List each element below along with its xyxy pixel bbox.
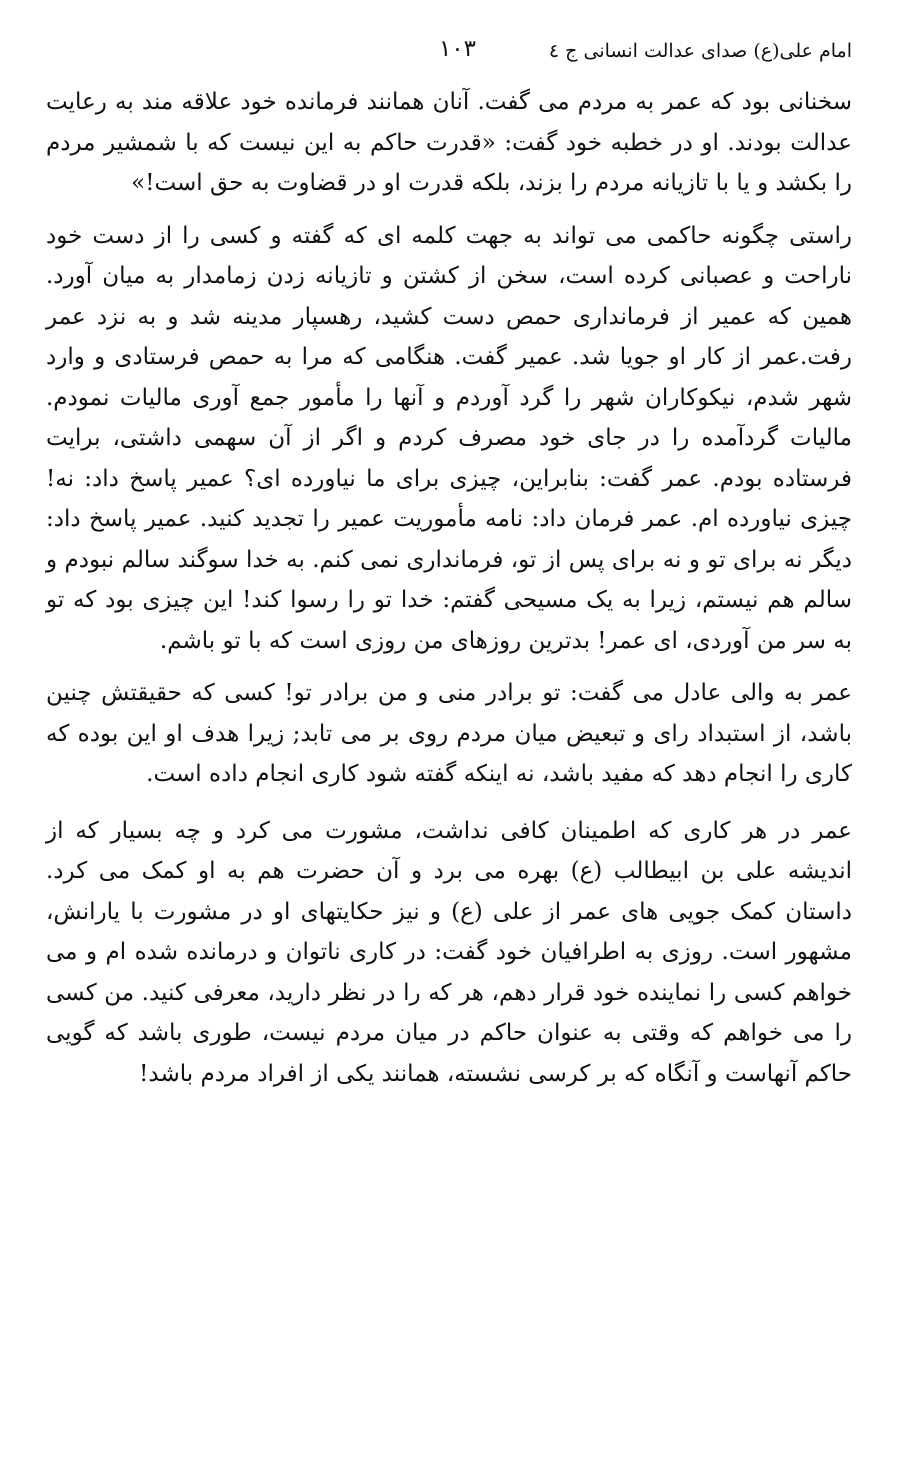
paragraph-4: عمر در هر کاری که اطمینان کافی نداشت، مشورت می کرد و چه بسیار که از اندیشه علی بن ابیطالب (ع) بهره می برد و آن حضرت هم به او کمک می کرد. داستان کمک جویی های عمر از علی (ع) و نیز حکایتهای او در مشورت با یارانش، مشهور است. روزی به اطرافیان خود گفت: در کاری ناتوان و درمانده شده ام و می خواهم کسی را نماینده خود قرار دهم، هر که را در نظر دارید، معرفی کنید. من کسی را می خواهم که وقتی به عنوان حاکم در میان مردم نیست، طوری باشد که گویی حاکم آنهاست و آنگاه که بر کرسی نشسته، همانند یکی از افراد مردم باشد! [46, 817, 852, 1087]
book-title-header: امام علی(ع) صدای عدالت انسانی ج ٤ [548, 40, 852, 62]
running-header [46, 36, 852, 82]
page-number: ۱۰۳ [438, 36, 476, 62]
paragraph-1: سخنانی بود که عمر به مردم می گفت. آنان همانند فرمانده خود علاقه مند به رعایت عدالت بودند. او در خطبه خود گفت: «قدرت حاکم به این نیست که با شمشیر مردم را بکشد و یا با تازیانه مردم را بزند، بلکه قدرت او در قضاوت به حق است!» [46, 89, 852, 196]
body-text [46, 82, 852, 1094]
paragraph-2: راستی چگونه حاکمی می تواند به جهت کلمه ای که گفته و کسی را از دست خود ناراحت و عصبانی کرده است، سخن از کشتن و تازیانه زدن زمامدار به میان آورد. همین که عمیر از فرمانداری حمص دست کشید، رهسپار مدینه شد و به نزد عمر رفت.عمر از کار او جویا شد. عمیر گفت. هنگامی که مرا به حمص فرستادی و وارد شهر شدم، نیکوکاران شهر را گرد آوردم و آنها را مأمور جمع آوری مالیات نمودم. مالیات گردآمده را در جای خود مصرف کردم و اگر از آن سهمی داشتی، برایت فرستاده بودم. عمر گفت: بنابراین، چیزی برای ما نیاورده ای؟ عمیر پاسخ داد: نه! چیزی نیاورده ام. عمر فرمان داد: نامه مأموریت عمیر را تجدید کنید. عمیر پاسخ داد: دیگر نه برای تو و نه برای پس از تو، فرمانداری نمی کنم. به خدا سوگند سالم نبودم و سالم هم نیستم، زیرا به یک مسیحی گفتم: خدا تو را رسوا کند! این چیزی بود که تو به سر من آوردی، ای عمر! بدترین روزهای من روزی است که با تو باشم. [46, 222, 852, 654]
paragraph-3: عمر به والی عادل می گفت: تو برادر منی و من برادر تو! کسی که حقیقتش چنین باشد، از استبداد رای و تبعیض میان مردم روی بر می تابد; زیرا هدف او این بوده که کاری را انجام دهد که مفید باشد، نه اینکه گفته شود کاری انجام داده است. [46, 680, 852, 787]
